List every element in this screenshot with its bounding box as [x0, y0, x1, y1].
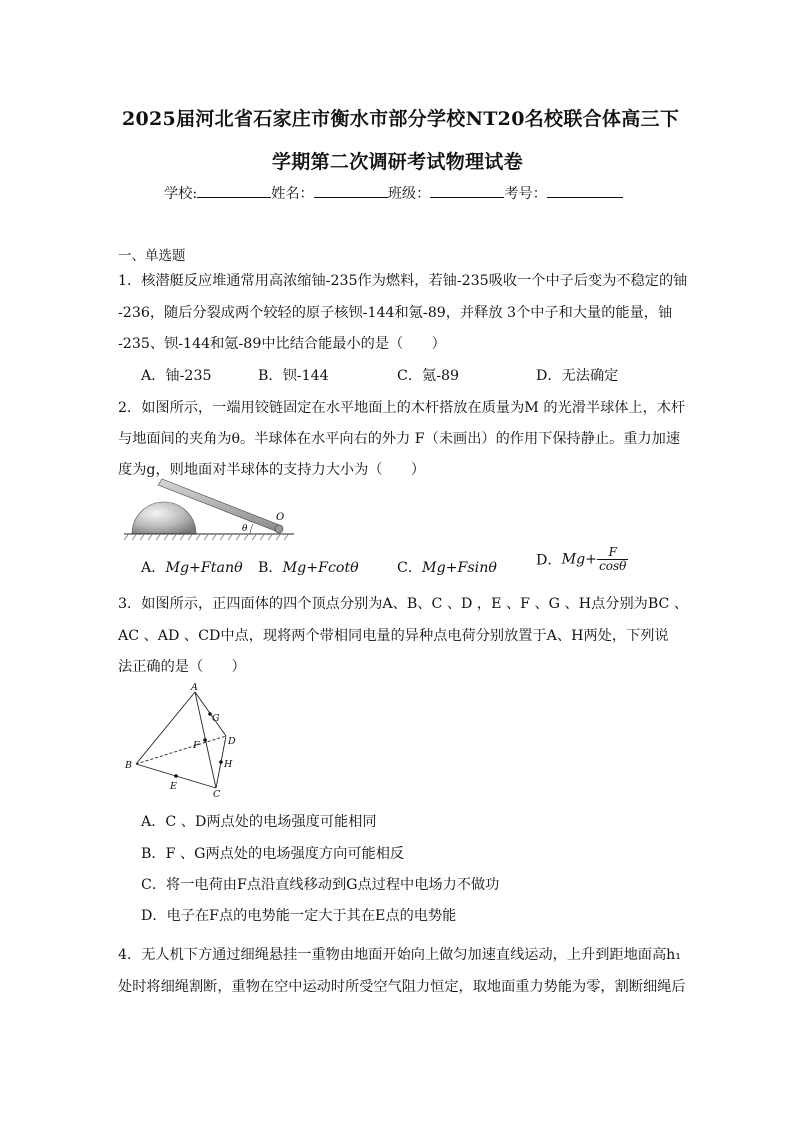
q2-option-b-expr: Mg+Fcotθ [282, 560, 359, 576]
q3-option-d[interactable]: D．电子在F点的电势能一定大于其在E点的电势能 [141, 908, 457, 924]
point-h [219, 760, 223, 764]
q2-option-c[interactable] [397, 557, 497, 577]
pivot-label: O [276, 512, 285, 523]
fraction-numerator: F [597, 546, 628, 560]
point-g-label: G [212, 713, 220, 724]
q3-option-a[interactable]: A．C 、D两点处的电场强度可能相同 [141, 814, 377, 830]
q1-line-1: 1．核潜艇反应堆通常用高浓缩铀-235作为燃料，若铀-235吸收一个中子后变为不稳定的铀 [118, 273, 688, 289]
edge-ab [136, 692, 195, 764]
q2-option-d[interactable] [536, 546, 628, 573]
q2-option-a-expr: Mg+Ftanθ [165, 560, 243, 576]
q1-line-2: -236，随后分裂成两个较轻的原子核钡-144和氪-89，并释放 3个中子和大量的能量，铀 [118, 305, 673, 321]
q1-option-b[interactable]: B．钡-144 [258, 368, 329, 384]
q2-line-2: 与地面间的夹角为θ。半球体在水平向右的外力 F（未画出）的作用下保持静止。重力加速 [118, 431, 681, 447]
school-label: 学校: [164, 186, 198, 202]
q3-option-b[interactable]: B．F 、G两点处的电场强度方向可能相反 [141, 846, 405, 862]
q2-option-d-letter: D． [536, 552, 562, 569]
q4-line-2: 处时将细绳割断，重物在空中运动时所受空气阻力恒定，取地面重力势能为零，割断细绳后 [118, 979, 686, 995]
class-blank[interactable] [430, 183, 504, 198]
q2-option-b[interactable] [258, 557, 359, 577]
angle-label: θ [242, 524, 248, 534]
q1-option-a[interactable]: A．铀-235 [141, 368, 212, 384]
class-label: 班级： [387, 186, 431, 202]
point-f [203, 738, 207, 742]
q3-option-c[interactable]: C．将一电荷由F点沿直线移动到G点过程中电场力不做功 [141, 877, 500, 893]
hinge-pivot [275, 525, 283, 533]
point-e [174, 774, 178, 778]
q2-option-d-prefix: Mg+ [561, 551, 598, 568]
section-label: 一、单选题 [118, 248, 186, 264]
title-line-2: 学期第二次调研考试物理试卷 [272, 151, 523, 173]
vertex-c-label: C [213, 789, 221, 798]
edge-bd-hidden [136, 736, 226, 764]
title-line-1: 2025届河北省石家庄市衡水市部分学校NT20名校联合体高三下 [122, 108, 680, 130]
q2-option-b-letter: B． [258, 560, 283, 576]
school-blank[interactable] [197, 183, 271, 198]
q2-option-c-letter: C． [397, 560, 423, 576]
fraction-denominator: cosθ [599, 559, 627, 573]
hemisphere-rod-figure [118, 478, 298, 542]
vertex-b-label: B [125, 760, 132, 771]
q2-option-c-expr: Mg+Fsinθ [422, 560, 497, 576]
name-label: 姓名： [271, 186, 314, 202]
ground-hatching [124, 535, 288, 540]
info-fields [164, 183, 623, 203]
q1-option-d[interactable]: D．无法确定 [536, 368, 619, 384]
exam-number-label: 考号： [504, 186, 547, 202]
q2-option-a[interactable] [141, 557, 243, 577]
q1-line-3: -235、钡-144和氪-89中比结合能最小的是（ ） [118, 336, 446, 352]
name-blank[interactable] [314, 183, 388, 198]
point-e-label: E [170, 781, 177, 792]
q2-line-3: 度为g，则地面对半球体的支持力大小为（ ） [118, 462, 426, 478]
angle-arc [250, 524, 253, 534]
q2-line-1: 2．如图所示，一端用铰链固定在水平地面上的木杆搭放在质量为M 的光滑半球体上，木杆 [118, 400, 686, 416]
tetrahedron-figure [118, 682, 248, 798]
q4-line-1: 4．无人机下方通过细绳悬挂一重物由地面开始向上做匀加速直线运动，上升到距地面高h₁ [118, 947, 681, 963]
q3-line-2: AC 、AD 、CD中点，现将两个带相同电量的异种点电荷分别放置于A、H两处，下列说 [118, 628, 669, 644]
q2-option-d-fraction [597, 546, 628, 573]
hemisphere [132, 502, 196, 534]
vertex-a-label: A [191, 682, 198, 693]
point-h-label: H [224, 759, 233, 770]
point-f-label: F [193, 740, 200, 751]
q2-option-a-letter: A． [141, 560, 166, 576]
exam-number-blank[interactable] [547, 183, 623, 198]
vertex-d-label: D [228, 736, 236, 747]
q3-line-3: 法正确的是（ ） [118, 659, 246, 675]
q1-option-c[interactable]: C．氪-89 [397, 368, 460, 384]
q3-line-1: 3．如图所示，正四面体的四个顶点分别为A、B、C 、D ，E 、F 、G 、H点分别为BC 、 [118, 596, 689, 612]
